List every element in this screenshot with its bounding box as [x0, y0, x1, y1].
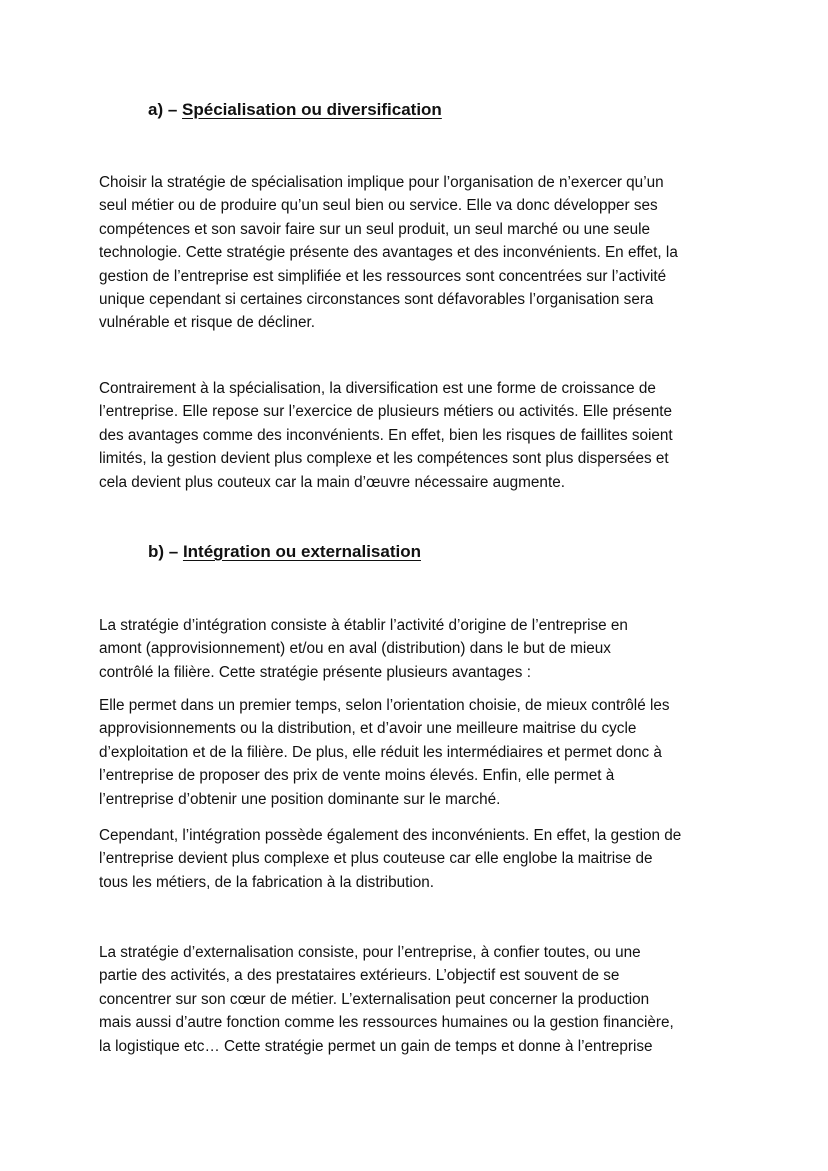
text-line: Cependant, l’intégration possède également des inconvénients. En effet, la gestion de [99, 827, 682, 844]
text-line: gestion de l’entreprise est simplifiée et les ressources sont concentrées sur l’activité [99, 267, 667, 285]
section-a-title: Spécialisation ou diversification [182, 100, 442, 119]
paragraph-diversification [99, 377, 739, 494]
text-line: contrôlé la filière. Cette stratégie présente plusieurs avantages : [99, 663, 531, 681]
text-line: La stratégie d’intégration consiste à établir l’activité d’origine de l’entreprise en [99, 617, 628, 634]
text-line: unique cependant si certaines circonstances sont défavorables l’organisation sera [99, 291, 654, 309]
text-line: mais aussi d’autre fonction comme les ressources humaines ou la gestion financière, [99, 1014, 674, 1032]
text-line: approvisionnements ou la distribution, et d’avoir une meilleure maitrise du cycle [99, 720, 637, 738]
section-b-heading [148, 542, 421, 562]
text-line: seul métier ou de produire qu’un seul bien ou service. Elle va donc développer ses [99, 197, 658, 215]
text-line: l’entreprise devient plus complexe et plus couteuse car elle englobe la maitrise de [99, 850, 653, 868]
text-line: concentrer sur son cœur de métier. L’externalisation peut concerner la production [99, 990, 650, 1008]
text-line: limités, la gestion devient plus complexe et les compétences sont plus dispersées et [99, 450, 669, 468]
section-a-heading [148, 100, 442, 120]
paragraph-integration-advantages [99, 694, 739, 811]
text-line: compétences et son savoir faire sur un seul produit, un seul marché ou une seule [99, 220, 651, 238]
text-line: tous les métiers, de la fabrication à la distribution. [99, 873, 435, 891]
paragraph-integration-intro [99, 614, 739, 684]
text-line: amont (approvisionnement) et/ou en aval (distribution) dans le but de mieux [99, 640, 611, 658]
paragraph-specialisation [99, 171, 739, 335]
text-line: partie des activités, a des prestataires extérieurs. L’objectif est souvent de se [99, 967, 620, 985]
text-line: l’entreprise d’obtenir une position dominante sur le marché. [99, 790, 501, 808]
text-line: l’entreprise de proposer des prix de vente moins élevés. Enfin, elle permet à [99, 767, 615, 785]
text-line: d’exploitation et de la filière. De plus, elle réduit les intermédiaires et permet donc à [99, 743, 662, 761]
text-line: des avantages comme des inconvénients. En effet, bien les risques de faillites soient [99, 426, 673, 444]
text-line: l’entreprise. Elle repose sur l’exercice de plusieurs métiers ou activités. Elle présente [99, 403, 673, 421]
text-line: vulnérable et risque de décliner. [99, 314, 315, 332]
section-a-prefix: a) – [148, 100, 183, 119]
text-line: technologie. Cette stratégie présente des avantages et des inconvénients. En effet, la [99, 244, 678, 262]
paragraph-integration-drawbacks [99, 824, 739, 894]
text-line: Choisir la stratégie de spécialisation implique pour l’organisation de n’exercer qu’un [99, 174, 664, 191]
text-line: Contrairement à la spécialisation, la diversification est une forme de croissance de [99, 380, 656, 397]
section-b-title: Intégration ou externalisation [182, 542, 421, 561]
text-line: Elle permet dans un premier temps, selon l’orientation choisie, de mieux contrôlé les [99, 697, 670, 714]
section-b-prefix: b) – [148, 542, 183, 561]
text-line: La stratégie d’externalisation consiste, pour l’entreprise, à confier toutes, ou une [99, 944, 641, 961]
paragraph-externalisation [99, 941, 739, 1058]
text-line: cela devient plus couteux car la main d’œuvre nécessaire augmente. [99, 473, 565, 491]
text-line: la logistique etc… Cette stratégie permet un gain de temps et donne à l’entreprise [99, 1037, 653, 1055]
